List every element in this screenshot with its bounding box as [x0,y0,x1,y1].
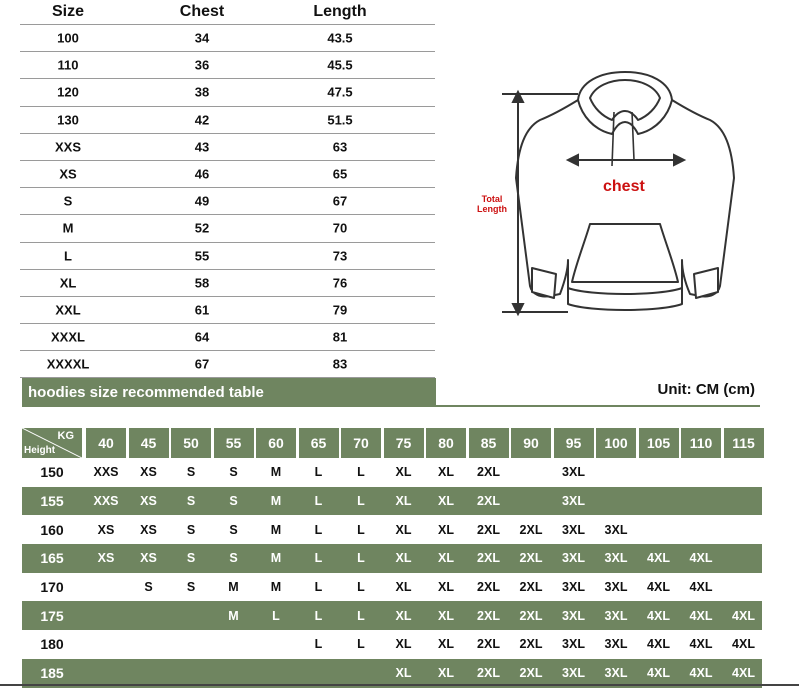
length-cell: 73 [332,248,348,264]
length-cell: 65 [332,166,348,182]
size-recommendation-cell: XS [140,465,157,480]
hoodie-diagram [470,68,770,328]
size-recommendation-cell: M [228,580,239,595]
length-cell: 81 [332,329,348,345]
total-label-line1: Total [481,194,503,204]
chest-cell: 49 [194,193,210,209]
chest-cell: 34 [194,30,210,46]
chest-cell: 46 [194,166,210,182]
chest-cell: 58 [194,275,210,291]
size-row [20,297,435,324]
size-cell: XXL [55,302,81,318]
size-cell: XXS [54,139,82,155]
length-cell: 47.5 [327,84,353,100]
size-row [20,134,435,161]
weight-header-cell: 85 [469,428,509,458]
divider [22,405,760,407]
size-recommendation-cell: L [314,608,323,623]
size-recommendation-cell: M [270,494,282,509]
weight-header-cell: 40 [86,428,126,458]
chest-cell: 43 [194,139,210,155]
length-cell: 79 [332,302,348,318]
recommend-row [22,458,762,487]
size-recommendation-cell: 2XL [519,666,543,681]
size-recommendation-cell: 2XL [477,494,500,509]
size-cell: 130 [57,112,79,128]
size-recommendation-cell: XXS [93,465,119,480]
recommend-row [22,515,762,544]
size-recommendation-cell: XS [140,494,157,509]
size-recommendation-cell: L [357,637,365,652]
size-recommendation-cell: L [314,637,323,652]
length-cell: 67 [332,193,348,209]
size-recommendation-cell: S [186,494,196,509]
size-recommendation-cell: XL [438,551,454,566]
size-recommendation-cell: 2XL [519,637,543,652]
weight-header-cell: 90 [511,428,551,458]
size-row [20,188,435,215]
size-recommendation-cell: 4XL [647,580,670,595]
height-cell: 175 [40,607,64,624]
weight-header-cell: 55 [214,428,254,458]
recommend-row [22,630,762,659]
size-recommendation-cell: 2XL [519,522,543,537]
height-cell: 165 [40,550,64,567]
length-cell: 51.5 [327,112,353,128]
height-cell: 180 [40,636,64,653]
size-recommendation-cell: XL [438,580,454,595]
size-cell: 110 [57,57,79,73]
size-recommendation-cell: 2XL [519,551,543,566]
size-recommendation-cell: S [229,494,238,509]
size-recommendation-cell: XL [395,580,412,595]
size-row [20,243,435,270]
weight-header-cell: 65 [299,428,339,458]
size-recommendation-cell: S [229,465,238,480]
size-recommendation-cell: XS [97,522,115,537]
header-length: Length [313,3,367,20]
chest-cell: 61 [194,302,210,318]
height-cell: 170 [40,579,64,596]
size-recommendation-cell: 4XL [689,608,713,623]
size-recommendation-cell: L [357,608,365,623]
size-recommendation-cell: 4XL [689,637,713,652]
size-recommendation-cell: 3XL [562,494,585,509]
size-recommendation-cell: 3XL [604,522,628,537]
size-recommendation-cell: 4XL [689,551,713,566]
recommend-row [22,601,762,630]
length-cell: 70 [332,220,348,236]
recommend-title: hoodies size recommended table [28,384,264,401]
size-recommendation-cell: XL [438,494,454,509]
size-recommendation-cell: 3XL [562,551,585,566]
size-chart-table [20,0,435,378]
size-recommendation-cell: 4XL [689,666,713,681]
height-cell: 155 [40,493,64,510]
size-recommendation-cell: XS [140,551,157,566]
weight-header-cell: 75 [384,428,424,458]
total-label-line2: Length [477,204,507,214]
size-recommendation-cell: M [270,522,282,537]
size-cell: M [62,220,74,236]
size-row [20,324,435,351]
size-recommendation-cell: 3XL [562,580,585,595]
size-recommendation-cell: XL [395,465,412,480]
chest-label: chest [603,178,645,195]
size-cell: 100 [57,30,79,46]
size-recommendation-cell: XL [395,494,412,509]
recommend-row [22,573,762,602]
weight-header-cell: 115 [724,428,764,458]
size-recommendation-cell: M [270,551,282,566]
size-recommendation-cell: L [314,580,323,595]
size-chart-header [20,0,435,25]
size-recommendation-cell: 3XL [604,580,628,595]
size-recommendation-cell: 2XL [477,580,500,595]
size-recommendation-cell: M [270,580,282,595]
size-recommendation-cell: XXS [93,494,119,509]
size-recommendation-cell: XL [438,465,454,480]
size-recommendation-cell: XS [97,551,115,566]
size-recommendation-cell: 3XL [604,551,628,566]
header-chest: Chest [179,3,225,20]
size-recommendation-cell: S [186,580,196,595]
size-recommendation-cell: XL [438,522,454,537]
size-recommendation-cell: XL [395,608,412,623]
size-recommendation-cell: XL [438,666,454,681]
chest-cell: 52 [194,220,210,236]
recommend-row [22,487,762,516]
size-recommendation-cell: L [272,608,280,623]
size-recommendation-cell: S [186,522,196,537]
size-recommendation-cell: L [314,465,323,480]
size-recommendation-cell: L [357,522,365,537]
total-length-label [470,194,514,214]
weight-header-cell: 105 [639,428,679,458]
length-cell: 83 [332,356,348,372]
size-recommendation-cell: 3XL [604,666,628,681]
size-recommendation-cell: 4XL [732,666,755,681]
size-row [20,161,435,188]
size-cell: XXXL [51,329,85,345]
corner-height: Height [24,445,56,456]
size-recommendation-cell: 2XL [477,608,500,623]
size-recommendation-cell: 2XL [477,465,500,480]
height-cell: 150 [40,464,64,481]
recommend-table [22,428,762,688]
weight-header-cell: 80 [426,428,466,458]
size-cell: XS [59,166,77,182]
size-recommendation-cell: L [314,494,323,509]
size-recommendation-cell: S [186,551,196,566]
size-recommendation-cell: S [144,580,153,595]
weight-header-cell: 95 [554,428,594,458]
size-cell: XL [59,275,77,291]
size-recommendation-cell: 3XL [562,522,585,537]
chest-cell: 36 [194,57,210,73]
size-recommendation-cell: 2XL [477,522,500,537]
size-recommendation-cell: XL [395,551,412,566]
weight-header-cell: 50 [171,428,211,458]
size-recommendation-cell: L [357,494,365,509]
unit-label: Unit: CM (cm) [657,381,755,398]
height-cell: 185 [40,665,64,682]
size-row [20,270,435,297]
size-recommendation-cell: 3XL [562,666,585,681]
size-recommendation-cell: XL [395,666,412,681]
size-recommendation-cell: L [357,580,365,595]
corner-cell [22,428,82,458]
size-recommendation-cell: 2XL [477,666,500,681]
size-recommendation-cell: XS [140,522,157,537]
size-row [20,215,435,242]
size-row [20,79,435,106]
recommend-row [22,544,762,573]
size-recommendation-cell: S [186,465,196,480]
size-recommendation-cell: S [229,551,238,566]
size-row [20,52,435,79]
size-recommendation-cell: 3XL [604,608,628,623]
header-size: Size [51,3,85,20]
length-cell: 76 [332,275,348,291]
size-recommendation-cell: 2XL [477,551,500,566]
recommend-header-row [22,428,762,458]
size-cell: XXXXL [46,356,90,372]
size-recommendation-cell: 4XL [647,608,670,623]
chest-cell: 38 [194,84,210,100]
size-recommendation-cell: 2XL [519,608,543,623]
size-row [20,107,435,134]
weight-header-cell: 70 [341,428,381,458]
size-recommendation-cell: S [229,522,238,537]
size-recommendation-cell: 3XL [562,608,585,623]
length-cell: 63 [332,139,348,155]
weight-header-cell: 110 [681,428,721,458]
size-recommendation-cell: 4XL [732,608,755,623]
size-recommendation-cell: L [357,465,365,480]
length-cell: 43.5 [327,30,353,46]
size-recommendation-cell: L [357,551,365,566]
chest-cell: 42 [194,112,210,128]
size-recommendation-cell: 3XL [562,465,585,480]
size-recommendation-cell: 3XL [604,637,628,652]
size-recommendation-cell: 2XL [519,580,543,595]
size-recommendation-cell: M [228,608,239,623]
height-cell: 160 [40,521,64,538]
size-recommendation-cell: 3XL [562,637,585,652]
size-recommendation-cell: XL [438,637,454,652]
size-recommendation-cell: 4XL [647,551,670,566]
size-row [20,25,435,52]
size-recommendation-cell: XL [395,637,412,652]
size-recommendation-cell: 4XL [647,637,670,652]
size-cell: 120 [57,84,79,100]
weight-header-cell: 100 [596,428,636,458]
size-recommendation-cell: 2XL [477,637,500,652]
size-recommendation-cell: L [314,551,323,566]
size-recommendation-cell: 4XL [732,637,755,652]
weight-header-cell: 45 [129,428,169,458]
size-recommendation-cell: XL [395,522,412,537]
size-recommendation-cell: 4XL [647,666,670,681]
corner-kg: KG [57,430,74,442]
weight-header-cell: 60 [256,428,296,458]
chest-cell: 67 [194,356,210,372]
size-recommendation-cell: M [270,465,282,480]
size-recommendation-cell: L [314,522,323,537]
size-cell: S [63,193,73,209]
size-cell: L [64,248,72,264]
chest-cell: 64 [194,329,210,345]
size-row [20,351,435,378]
recommend-banner [22,378,436,406]
size-recommendation-cell: 4XL [689,580,713,595]
size-recommendation-cell: XL [438,608,454,623]
length-cell: 45.5 [327,57,353,73]
chest-cell: 55 [194,248,210,264]
